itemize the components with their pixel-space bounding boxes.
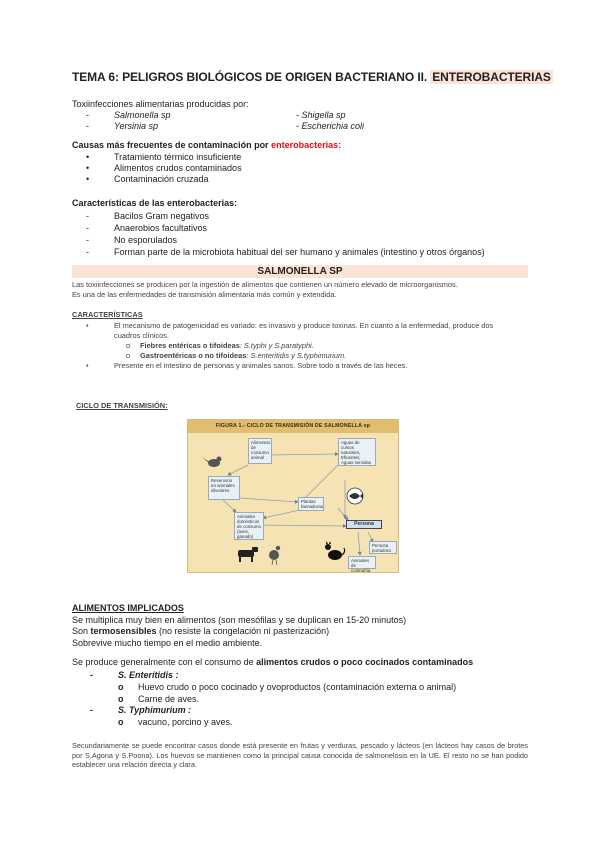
- box-wildlife-reservoir: Reservorio en animales silvestres: [208, 476, 240, 500]
- foods-section: ALIMENTOS IMPLICADOS Se multiplica muy bien en alimentos (son mesófilas y se duplican en 15-20 minutos) Son termosensibles (no resiste la congelación ni pasterización) Sobrevive mucho tiempo en el medio ambiente.: [72, 603, 532, 649]
- title-highlight: ENTEROBACTERIAS: [432, 70, 551, 84]
- features-heading: Características de las enterobacterias:: [72, 198, 238, 208]
- list-item: - Yersinia sp: [86, 121, 159, 131]
- sub-list-item: o Gastroentéricas o no tifoideas: S.enteritidis y S.typhimurium.: [126, 351, 347, 360]
- cat-icon: [325, 541, 345, 560]
- intro-right-list: [296, 110, 496, 132]
- sub-list-item: o Carne de aves.: [118, 693, 200, 704]
- list-item: - Forman parte de la microbiota habitual del ser humano y animales (intestino y otros órganos): [86, 247, 485, 257]
- footer-paragraph: Secundariamente se puede encontrar casos donde está presente en frutas y verduras, pescado y lácteos (en lácteos hay casos de brotes por S.Agona y S.Poona). Los huevos se mantienen como la principal causa conocida de salmonelosis en la UE. El resto no se han podido establecer una relación directa y clara.: [72, 741, 528, 770]
- arrow: [358, 532, 360, 555]
- features-list: [86, 210, 536, 258]
- list-item: - Salmonella sp: [86, 110, 171, 120]
- transmission-cycle-figure: [187, 419, 399, 573]
- serotype-list: [90, 670, 530, 729]
- arrow: [303, 465, 338, 500]
- list-item: - Shigella sp: [296, 110, 346, 120]
- cycle-heading: CICLO DE TRANSMISIÓN:: [76, 401, 168, 410]
- intro-heading: Toxiinfecciones alimentarias producidas por:: [72, 99, 249, 109]
- arrow: [240, 498, 298, 502]
- box-processing-plants: Plantas faenadoras: [298, 497, 324, 511]
- list-item: - Anaerobios facultativos: [86, 223, 208, 233]
- foods-heading: ALIMENTOS IMPLICADOS: [72, 603, 184, 613]
- arrow: [256, 525, 346, 526]
- arrow: [223, 500, 236, 512]
- section-title-salmonella: SALMONELLA SP: [72, 265, 528, 278]
- list-item: • Alimentos crudos contaminados: [86, 163, 242, 173]
- list-item: - Escherichia coli: [296, 121, 365, 131]
- list-item: - No esporulados: [86, 235, 178, 245]
- fish-icon: [347, 488, 363, 504]
- figure-title: FIGURA 1.- CICLO DE TRANSMISIÓN DE SALMONELLA sp: [188, 420, 398, 433]
- list-item: - Bacilos Gram negativos: [86, 211, 210, 221]
- box-domestic-livestock: Animales domésticos de consumo (aves, ganado): [234, 512, 264, 540]
- sub-list-item: o Huevo crudo o poco cocinado y ovoproductos (contaminación externa o animal): [118, 681, 457, 692]
- list-item: - S. Enteritidis :: [90, 670, 179, 680]
- causes-list: [86, 152, 526, 185]
- characteristics-list: • El mecanismo de patogenicidad es variado: es invasivo y produce toxinas. En cuanto a la enfermedad, produce dos cuadros clínicos. o Fiebres entéricas o tifoideas: S.typhi y S.paratyphi. o Gastroentéricas o no tifoideas: S.enteritidis y S.typhimurium. • Presente en el intestino de personas y animales sanos. Sobre todo a través de las heces.: [86, 321, 536, 371]
- list-item: • Contaminación cruzada: [86, 174, 209, 184]
- arrow: [338, 508, 348, 520]
- box-animal-feed: Alimentos de consumo animal: [248, 438, 272, 464]
- causes-heading: Causas más frecuentes de contaminación por enterobacterias:: [72, 140, 342, 150]
- list-item: • Presente en el intestino de personas y animales sanos. Sobre todo a través de las heces.: [86, 361, 408, 370]
- sub-list-item: o Fiebres entéricas o tifoideas: S.typhi y S.paratyphi.: [126, 341, 314, 350]
- arrow: [263, 510, 300, 518]
- foods-consumption-line: Se produce generalmente con el consumo de alimentos crudos o poco cocinados contaminados: [72, 657, 474, 667]
- intro-left-list: [86, 110, 286, 132]
- box-companion-animals: Animales de compañía: [348, 556, 376, 569]
- chicken-icon: [269, 546, 280, 565]
- characteristics-heading: CARACTERÍSTICAS: [72, 310, 143, 319]
- box-carrier-person: Persona portadora: [369, 541, 397, 554]
- bird-icon: [202, 457, 222, 468]
- list-item: - S. Typhimurium :: [90, 705, 192, 716]
- arrow: [270, 454, 338, 455]
- box-person: Persona: [346, 520, 382, 529]
- arrow: [228, 465, 248, 475]
- sub-list-item: o vacuno, porcino y aves.: [118, 717, 233, 728]
- salmonella-intro: Las toxiinfecciones se producen por la ingestión de alimentos que contienen un número elevado de microorganismos. Es una de las enfermedades de transmisión alimentaria más común y extendida.: [72, 280, 458, 299]
- cattle-icon: [238, 547, 258, 562]
- list-item: • El mecanismo de patogenicidad es variado: es invasivo y produce toxinas. En cuanto a la enfermedad, produce dos: [86, 321, 494, 330]
- page-title: TEMA 6: PELIGROS BIOLÓGICOS DE ORIGEN BACTERIANO II. ENTEROBACTERIAS: [72, 70, 551, 84]
- list-item: • Tratamiento térmico insuficiente: [86, 152, 242, 162]
- box-natural-waters: Aguas de cursos naturales, Efluentes, Aguas servidas: [338, 438, 376, 466]
